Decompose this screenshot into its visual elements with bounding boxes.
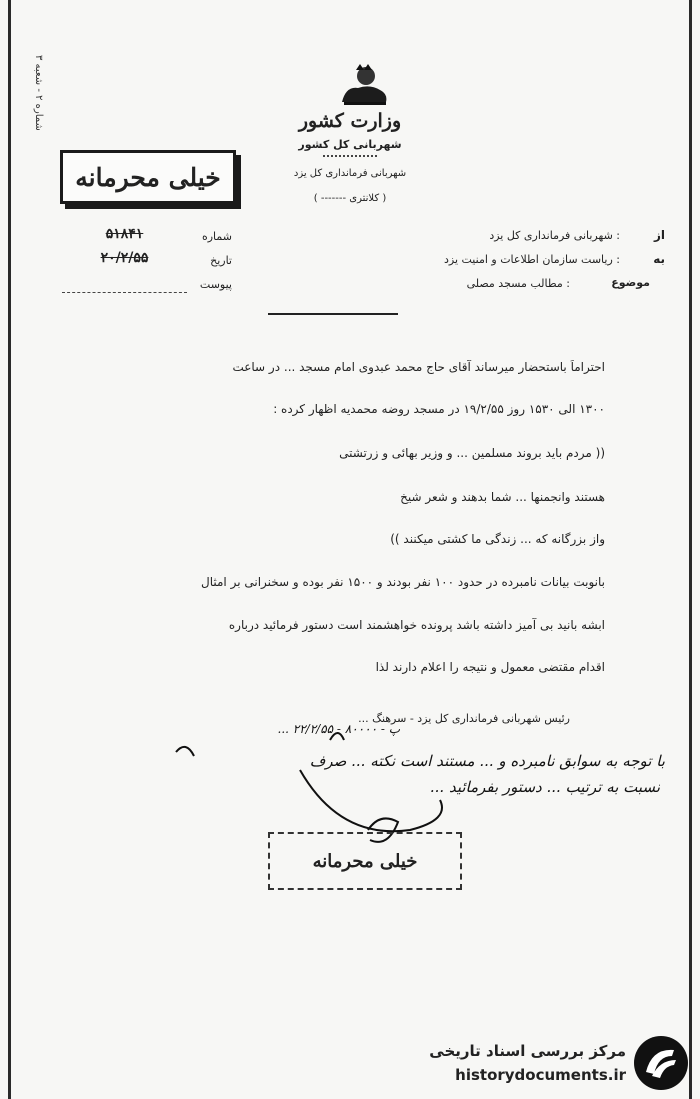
office-title: شهربانی کل کشور bbox=[298, 138, 402, 151]
handwritten-reference: پ - ۸۰۰۰۰ - ۲۲/۲/۵۵ ... bbox=[277, 722, 400, 736]
handwritten-heading: رئیس شهربانی فرمانداری کل یزد - سرهنگ ... bbox=[358, 712, 570, 725]
body-line-2: ۱۳۰۰ الی ۱۵۳۰ روز ۱۹/۲/۵۵ در مسجد روضه محمدیه اظهار کرده : bbox=[273, 402, 605, 416]
attachment-blank bbox=[62, 292, 187, 293]
header-divider bbox=[268, 313, 398, 315]
scan-border-right bbox=[689, 0, 692, 1099]
handwritten-note-line-2: نسبت به ترتیب ... دستور بفرمائید ... bbox=[429, 778, 660, 796]
body-line-3: (( مردم باید بروند مسلمین ... و وزیر بهائی و زرتشتی bbox=[339, 446, 605, 460]
history-documents-logo-icon bbox=[632, 1034, 690, 1092]
lion-and-sun-emblem-icon bbox=[336, 62, 392, 108]
from-label: از bbox=[653, 228, 665, 242]
attachment-label: پیوست bbox=[199, 278, 232, 291]
body-line-4: هستند وانجمنها ... شما بدهند و شعر شیخ bbox=[400, 490, 605, 504]
handwritten-note-line-1: با توجه به سوابق نامبرده و ... مستند است نکته ... صرف bbox=[309, 752, 665, 770]
department-title: شهربانی فرمانداری کل یزد bbox=[293, 168, 407, 179]
to-label: به bbox=[653, 252, 665, 266]
margin-note: شماره ۲ - شعبه ۳ bbox=[33, 55, 44, 131]
footer-url[interactable]: historydocuments.ir bbox=[455, 1066, 626, 1084]
date-label: تاریخ bbox=[210, 254, 232, 267]
classification-stamp: خیلی محرمانه bbox=[60, 150, 236, 204]
ornament-divider bbox=[323, 155, 377, 157]
body-line-1: احتراماً باستحضار میرساند آقای حاج محمد عبدوی امام مسجد ... در ساعت bbox=[232, 360, 605, 374]
secondary-classification-stamp: خیلی محرمانه bbox=[268, 832, 462, 890]
from-value: : شهربانی فرمانداری کل یزد bbox=[489, 229, 620, 242]
subject-label: موضوع bbox=[611, 276, 650, 289]
body-line-7: ابشه بانید بی آمیز داشته باشد پرونده خواهشمند است دستور فرمائید درباره bbox=[228, 618, 605, 632]
branch-line: ( کلانتری ------- ) bbox=[313, 193, 387, 204]
subject-value: : مطالب مسجد مصلی bbox=[466, 277, 570, 290]
to-value: : ریاست سازمان اطلاعات و امنیت یزد bbox=[443, 253, 620, 266]
body-line-6: بانوبت بیانات نامبرده در حدود ۱۰۰ نفر بودند و ۱۵۰۰ نفر بوده و سخنرانی بر امثال bbox=[201, 575, 605, 589]
date-value: ۲۰/۲/۵۵ bbox=[100, 250, 149, 266]
body-line-8: اقدام مقتضی معمول و نتیجه را اعلام دارند لذا bbox=[375, 660, 605, 674]
footer-title: مرکز بررسی اسناد تاریخی bbox=[429, 1042, 626, 1060]
number-label: شماره bbox=[201, 230, 232, 243]
body-line-5: واز بزرگانه که ... زندگی ما کشتی میکنند )) bbox=[390, 532, 605, 546]
ministry-title: وزارت کشور bbox=[298, 110, 402, 132]
scan-border-left bbox=[8, 0, 11, 1099]
number-value: ۵۱۸۴۱ bbox=[105, 226, 144, 242]
